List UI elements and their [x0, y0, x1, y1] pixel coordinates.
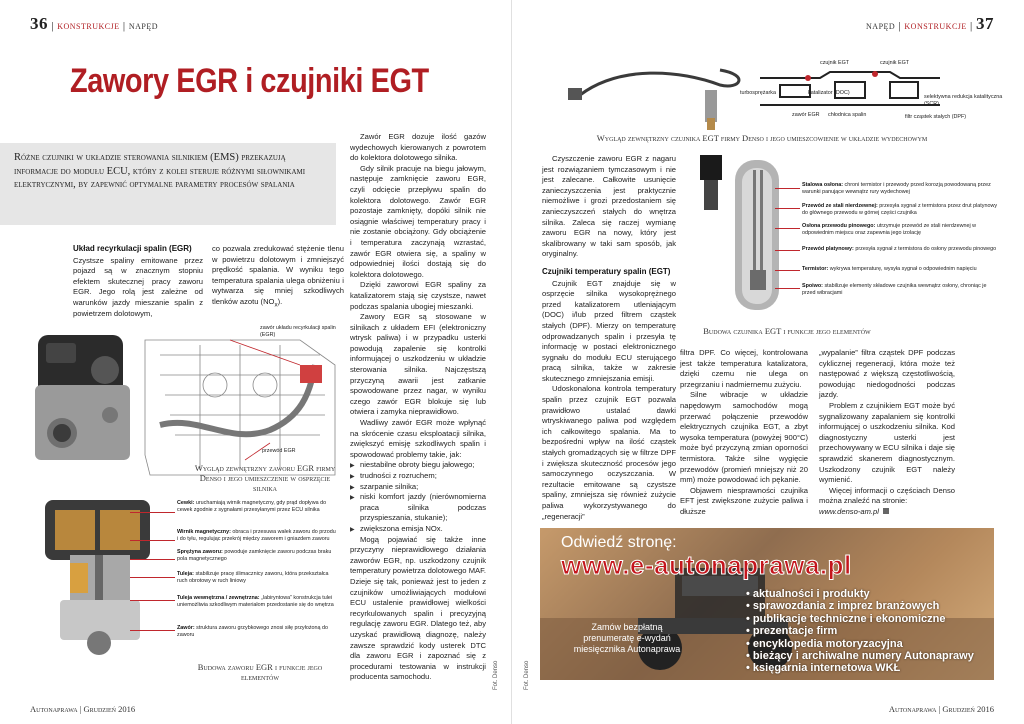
callout-text: utrzymuje przewód ze stali nierdzewnej w odpowiednim miejscu oraz zapewnia jego izolację: [802, 223, 977, 236]
paragraph-text-end: ).: [277, 296, 283, 306]
egr-valve-label: zawór EGR: [792, 112, 820, 118]
banner-list: [746, 588, 974, 675]
callout-coils: [177, 500, 337, 513]
photo-credit: Fot. Denso: [493, 660, 499, 690]
callout-text: wykrywa temperaturę, wysyła sygnał o odpowiednim napięciu: [829, 266, 977, 272]
callout-text: przesyła sygnał z termistora przez drut platynowy do głównego przewodu w górnej części czujnika: [802, 203, 998, 216]
callout-text: struktura zaworu grzybkowego znosi siłę przyłożoną do zaworu: [177, 625, 329, 638]
column-6: [819, 348, 955, 518]
header-separator: |: [970, 20, 973, 32]
column-4: [542, 154, 676, 522]
list-item: • bieżący i archiwalne numery Autonaprawy: [746, 650, 974, 662]
paragraph: Wadliwy zawór EGR może wpłynąć na skrócenie czasu eksploatacji silnika, zwiększyć emisję szkodliwych spalin i spowodować problemy takie, jak:: [350, 418, 486, 459]
paragraph-text: co pozwala zredukować stężenie tlenu w powietrzu dolotowym i zmniejszyć prędkość spalania. W wyniku tego temperatura spalania ulega obniżeniu i wytwarza się mniej szkodliwych tlenków azotu (NO: [212, 244, 344, 306]
dpf-label: filtr cząstek stałych (DPF): [905, 114, 967, 120]
footer-right: Autonaprawa | Grudzień 2016: [888, 704, 994, 714]
callout-text: przesyła sygnał z termistora do osłony przewodu pinowego: [855, 246, 997, 252]
paragraph: Czystsze spaliny emitowane przez pojazd są w znacznym stopniu efektem skutecznej pracy zaworu EGR. Jego rolą jest zależne od warunków jazdy mieszanie spalin z powietrzem dolotowym,: [73, 255, 203, 318]
lead-box: [0, 143, 336, 225]
callout-title: Tuleja wewnętrzna / zewnętrzna:: [177, 595, 260, 601]
list-item: • encyklopedia motoryzacyjna: [746, 638, 974, 650]
end-mark-icon: [883, 508, 889, 514]
column-2: [212, 244, 344, 311]
paragraph: Zawory EGR są stosowane w silnikach z układem EFI (elektroniczny wtrysk paliwa) i w przypadku usterki powodują zapalenie się kontrolki informującej o uszkodzeniu w układzie sterowania silnika. Najczęstszą przyczyną awarii jest zatkanie spowodowane przez nagar, w wyniku czego zawór EGR blokuje się lub otwiera i zamyka nieprawidłowo.: [350, 312, 486, 417]
callout-line: [130, 559, 175, 560]
egr-pipe-label: przewód EGR: [262, 448, 296, 454]
paragraph: filtra DPF. Co więcej, kontrolowana jest także temperatura katalizatora, dzięki czemu nie ulega on przegrzaniu i nadmiernemu zużyciu.: [680, 348, 808, 389]
subsection-name: napęd: [866, 18, 896, 32]
list-item: ▶ niestabilne obroty biegu jałowego;: [350, 460, 486, 471]
callout-platinum-wire: [802, 246, 998, 253]
figure-caption: Wygląd zewnętrzny zaworu EGR firmy Denso i jego umieszczenie w osprzęcie silnika: [194, 463, 336, 493]
figure-caption: Budowa czujnika EGT i funkcje jego elementów: [703, 326, 871, 336]
section-heading: Czujniki temperatury spalin (EGT): [542, 266, 671, 276]
paragraph: Zawór EGR dozuje ilość gazów wydechowych kierowanych z powrotem do kolektora dolotowego silnika.: [350, 132, 486, 163]
column-1: [73, 244, 203, 319]
callout-line: [775, 188, 800, 189]
page-number: 36: [30, 14, 48, 33]
callout-title: Zawór:: [177, 625, 195, 631]
paragraph: Mogą pojawiać się także inne przyczyny nieprawidłowego działania zaworów EGR, np. uszkodzony czujnik temperatury powietrza dolotowego MAF. Dzieje się tak, ponieważ jest to jeden z czujników umożliwiających modułowi ECU ustalenie prawidłowej wielkości recyrkulowanych spalin i precyzyjną regulację zaworu EGR. Dlatego też, aby uzyskać prawidłową diagnozę, należy zawsze sprawdzić kody usterek DTC dla zaworu EGR i zapoznać się z procedurami testowania w instrukcji producenta samochodu.: [350, 534, 486, 682]
callout-title: Wirnik magnetyczny:: [177, 529, 231, 535]
egt-cutaway-figure: [690, 150, 1010, 320]
egt-sensor-figure: [560, 60, 1003, 132]
turbo-label: turbosprężarka: [740, 90, 776, 96]
egr-valve-cutaway-illustration: [0, 495, 175, 665]
header-left: [30, 14, 158, 34]
callout-inner-outer-sleeve: [177, 595, 337, 608]
callout-valve: [177, 625, 337, 638]
doc-label: katalizator (DOC): [808, 90, 850, 96]
egt-label-1: czujnik EGT: [820, 60, 850, 66]
paragraph: [212, 244, 344, 311]
callout-line: [130, 600, 175, 601]
callout-valve-spring: [177, 549, 337, 562]
callout-line: [130, 630, 175, 631]
autonaprawa-banner[interactable]: [540, 528, 994, 680]
lead-text: Różne czujniki w układzie sterowania silnikiem (EMS) przekazują informacje do modułu ECU, który z kolei steruje różnymi siłownikami elektrycznymi, by zapewnić optymalne parametry procesów spalania: [14, 152, 306, 190]
callout-text: powoduje zamknięcie zaworu podczas braku pola magnetycznego: [177, 549, 332, 562]
callout-magnetic-rotor: [177, 529, 337, 542]
subsection-name: napęd: [128, 18, 158, 32]
callout-text: obraca i przesuwa wałek zaworu do przodu i do tyłu, regulując przekrój między zaworem i gniazdem zaworu: [177, 529, 336, 542]
callout-thermistor: [802, 266, 998, 273]
callout-steel-shield: [802, 182, 998, 195]
problem-list: [350, 460, 486, 534]
section-heading: Układ recyrkulacji spalin (EGR): [73, 244, 192, 253]
list-item: ▶ trudności z rozruchem;: [350, 471, 486, 482]
column-5: [680, 348, 808, 518]
column-3: [350, 132, 486, 683]
callout-text: stabilizuje elementy składowe czujnika wewnątrz osłony, chroniąc je przed wibracjami: [802, 283, 987, 296]
callout-text: stabilizuje pracę ślimacznicy zaworu, która przekształca ruch obrotowy w ruch liniowy: [177, 571, 329, 584]
callout-title: Przewód platynowy:: [802, 246, 854, 252]
paragraph: Czujnik EGT znajduje się w osprzęcie silnika wysokoprężnego przed katalizatorem utleniającym (DOC) i/lub przed filtrem cząstek stałych (DPF). Mierzy on temperaturę odprowadzanych spalin i przesyła tę informację w postaci elektronicznego sygnału do modułu ECU sterującego pracą silnika, także w zakresie skutecznego zmniejszania emisji.: [542, 278, 676, 383]
paragraph: Dzięki zaworowi EGR spaliny za katalizatorem stają się czystsze, nawet podczas spalania ubogiej mieszanki.: [350, 280, 486, 311]
callout-title: Cewki:: [177, 500, 195, 506]
callout-title: Tuleja:: [177, 571, 194, 577]
list-item: • księgarnia internetowa WKŁ: [746, 662, 974, 674]
callout-binder: [802, 283, 998, 296]
denso-link[interactable]: www.denso-am.pl: [819, 506, 879, 516]
paragraph: „wypalanie” filtra cząstek DPF podczas cyklicznej regeneracji, która może też następować z większą częstotliwością, powodując niedogodności podczas jazdy.: [819, 348, 955, 400]
section-name: konstrukcje: [57, 18, 120, 32]
paragraph: Czyszczenie zaworu EGR z nagaru jest rozwiązaniem tymczasowym i nie jest zalecane. Całkowite usunięcie zanieczyszczenia jest praktycznie niemożliwe i grozi przedostaniem się zanieczyszczeń stałych do wnętrza silnika. Zaleca się raczej wymianę zaworu EGR na nowy, który jest skalibrowany w taki sam sposób, jak oryginalny.: [542, 154, 676, 259]
paragraph: Objawem niesprawności czujnika EFT jest zwiększone zużycie paliwa i dłuższe: [680, 485, 808, 516]
callout-line: [130, 577, 175, 578]
header-separator: |: [51, 20, 54, 32]
paragraph: [819, 507, 955, 518]
footer-left: Autonaprawa | Grudzień 2016: [30, 704, 136, 714]
callout-line: [130, 540, 175, 541]
figure-caption: Budowa zaworu EGR i funkcje jego elementów: [197, 662, 323, 682]
callout-text: uruchamiają wirnik magnetyczny, gdy prąd dopływa do cewek zgodnie z sygnałami przesyłanymi przez ECU silnika: [177, 500, 327, 513]
figure-caption: Wygląd zewnętrzny czujnika EGT firmy Denso i jego umieszcowienie w układzie wydechowym: [596, 133, 928, 143]
cooler-label: chłodnica spalin: [828, 112, 867, 118]
egr-valve-cutaway-figure: [0, 495, 345, 665]
callout-line: [775, 208, 800, 209]
page-number: 37: [976, 14, 994, 33]
callout-pin-shield: [802, 223, 998, 236]
callout-text: „labiryntowa” konstrukcja tulei uniemożliwia szkodliwym materiałom przedostanie się do wnętrza: [177, 595, 334, 608]
banner-tagline: Odwiedź stronę:: [561, 534, 677, 551]
callout-text: chroni termistor i przewody przed korozją powodowaną przez warunki panujące wewnątrz rury wydechowej: [802, 182, 991, 195]
exhaust-diagram: [760, 72, 940, 105]
banner-url[interactable]: www.e-autonaprawa.pl: [561, 550, 852, 580]
scr-label: selektywna redukcja katalityczna (SCR): [924, 94, 1003, 107]
list-item: ▶ niski komfort jazdy (nierównomierna praca silnika podczas przyspieszania, stukanie);: [350, 492, 486, 524]
callout-sleeve: [177, 571, 337, 584]
paragraph: Więcej informacji o częściach Denso można znaleźć na stronie:: [819, 485, 955, 506]
header-right: [866, 14, 994, 34]
list-item: • publikacje techniczne i ekonomiczne: [746, 613, 974, 625]
callout-line: [775, 270, 800, 271]
callout-title: Termistor:: [802, 266, 829, 272]
callout-stainless-wire: [802, 203, 998, 216]
callout-line: [775, 250, 800, 251]
egr-valve-label: zawór układu recyrkulacji spalin (EGR): [260, 325, 336, 338]
subscript: x: [274, 301, 278, 309]
callout-title: Stalowa osłona:: [802, 182, 844, 188]
egt-cutaway-illustration: [690, 150, 790, 320]
banner-promo: Zamów bezpłatną prenumeratę e-wydań miesięcznika Autonaprawa: [573, 622, 681, 654]
callout-title: Sprężyna zaworu:: [177, 549, 223, 555]
egt-label-2: czujnik EGT: [880, 60, 910, 66]
section-name: konstrukcje: [904, 18, 967, 32]
callout-line: [775, 288, 800, 289]
callout-title: Osłona przewodu pinowego:: [802, 223, 876, 229]
header-separator: |: [898, 20, 902, 32]
list-item: • aktualności i produkty: [746, 588, 974, 600]
list-item: • sprawozdania z imprez branżowych: [746, 600, 974, 612]
paragraph: Udoskonalona kontrola temperatury spalin przez czujnik EGT pozwala prawidłowo ustalać dawki wtryskiwanego paliwa pod względem ich całkowitego spalania. Ma to bezpośredni wpływ na ilość cząstek stałych gromadzących się w filtrze DPF i zwiększa skuteczność procesów jego samoczynnego oczyszczania. W rezultacie emitowane są czystsze spaliny, zmniejsza się również zużycie paliwa wykorzystywanego do „regeneracji”: [542, 384, 676, 521]
list-item: ▶ zwiększona emisja NOx.: [350, 524, 486, 535]
list-item: • prezentacje firm: [746, 625, 974, 637]
callout-line: [130, 512, 175, 513]
paragraph: Gdy silnik pracuje na biegu jałowym, następuje zamknięcie zaworu EGR, czyli odcięcie przepływu spalin do kolektora dolotowego. Zawór EGR pozostaje zamknięty, dopóki silnik nie osiągnie właściwej temperatury pracy i nie zostanie obciążony. Gdy obciążenie i temperatura zaczynają wzrastać, zawór EGR otwiera się, a spaliny w odpowiedniej ilości dostają się do kolektora dolotowego.: [350, 163, 486, 279]
callout-line: [775, 228, 800, 229]
list-item: ▶ szarpanie silnika;: [350, 482, 486, 493]
callout-title: Przewód ze stali nierdzewnej:: [802, 203, 878, 209]
paragraph: Silne wibracje w układzie napędowym samochodów mogą przerwać połączenie przewodów elektrycznych czujnika EGT, a zbyt wysoka temperatura (powyżej 900°C) może być przyczyną zmian oporności termistora. Także silne wygięcie przewodów (promień mniejszy niż 20 mm) może powodować ich pękanie.: [680, 390, 808, 485]
callout-title: Spoiwo:: [802, 283, 823, 289]
header-separator: |: [122, 20, 126, 32]
photo-credit: Fot. Denso: [524, 660, 530, 690]
paragraph: Problem z czujnikiem EGT może być sygnalizowany zapalaniem się kontrolki informującej o uszkodzeniu silnika. Kod diagnostyczny usterki jest przechowywany w ECU silnika i daje się sprawdzić skanerem diagnostycznym. Uszkodzony czujnik EGT należy wymienić.: [819, 400, 955, 485]
article-title: Zawory EGR i czujniki EGT: [70, 62, 429, 100]
